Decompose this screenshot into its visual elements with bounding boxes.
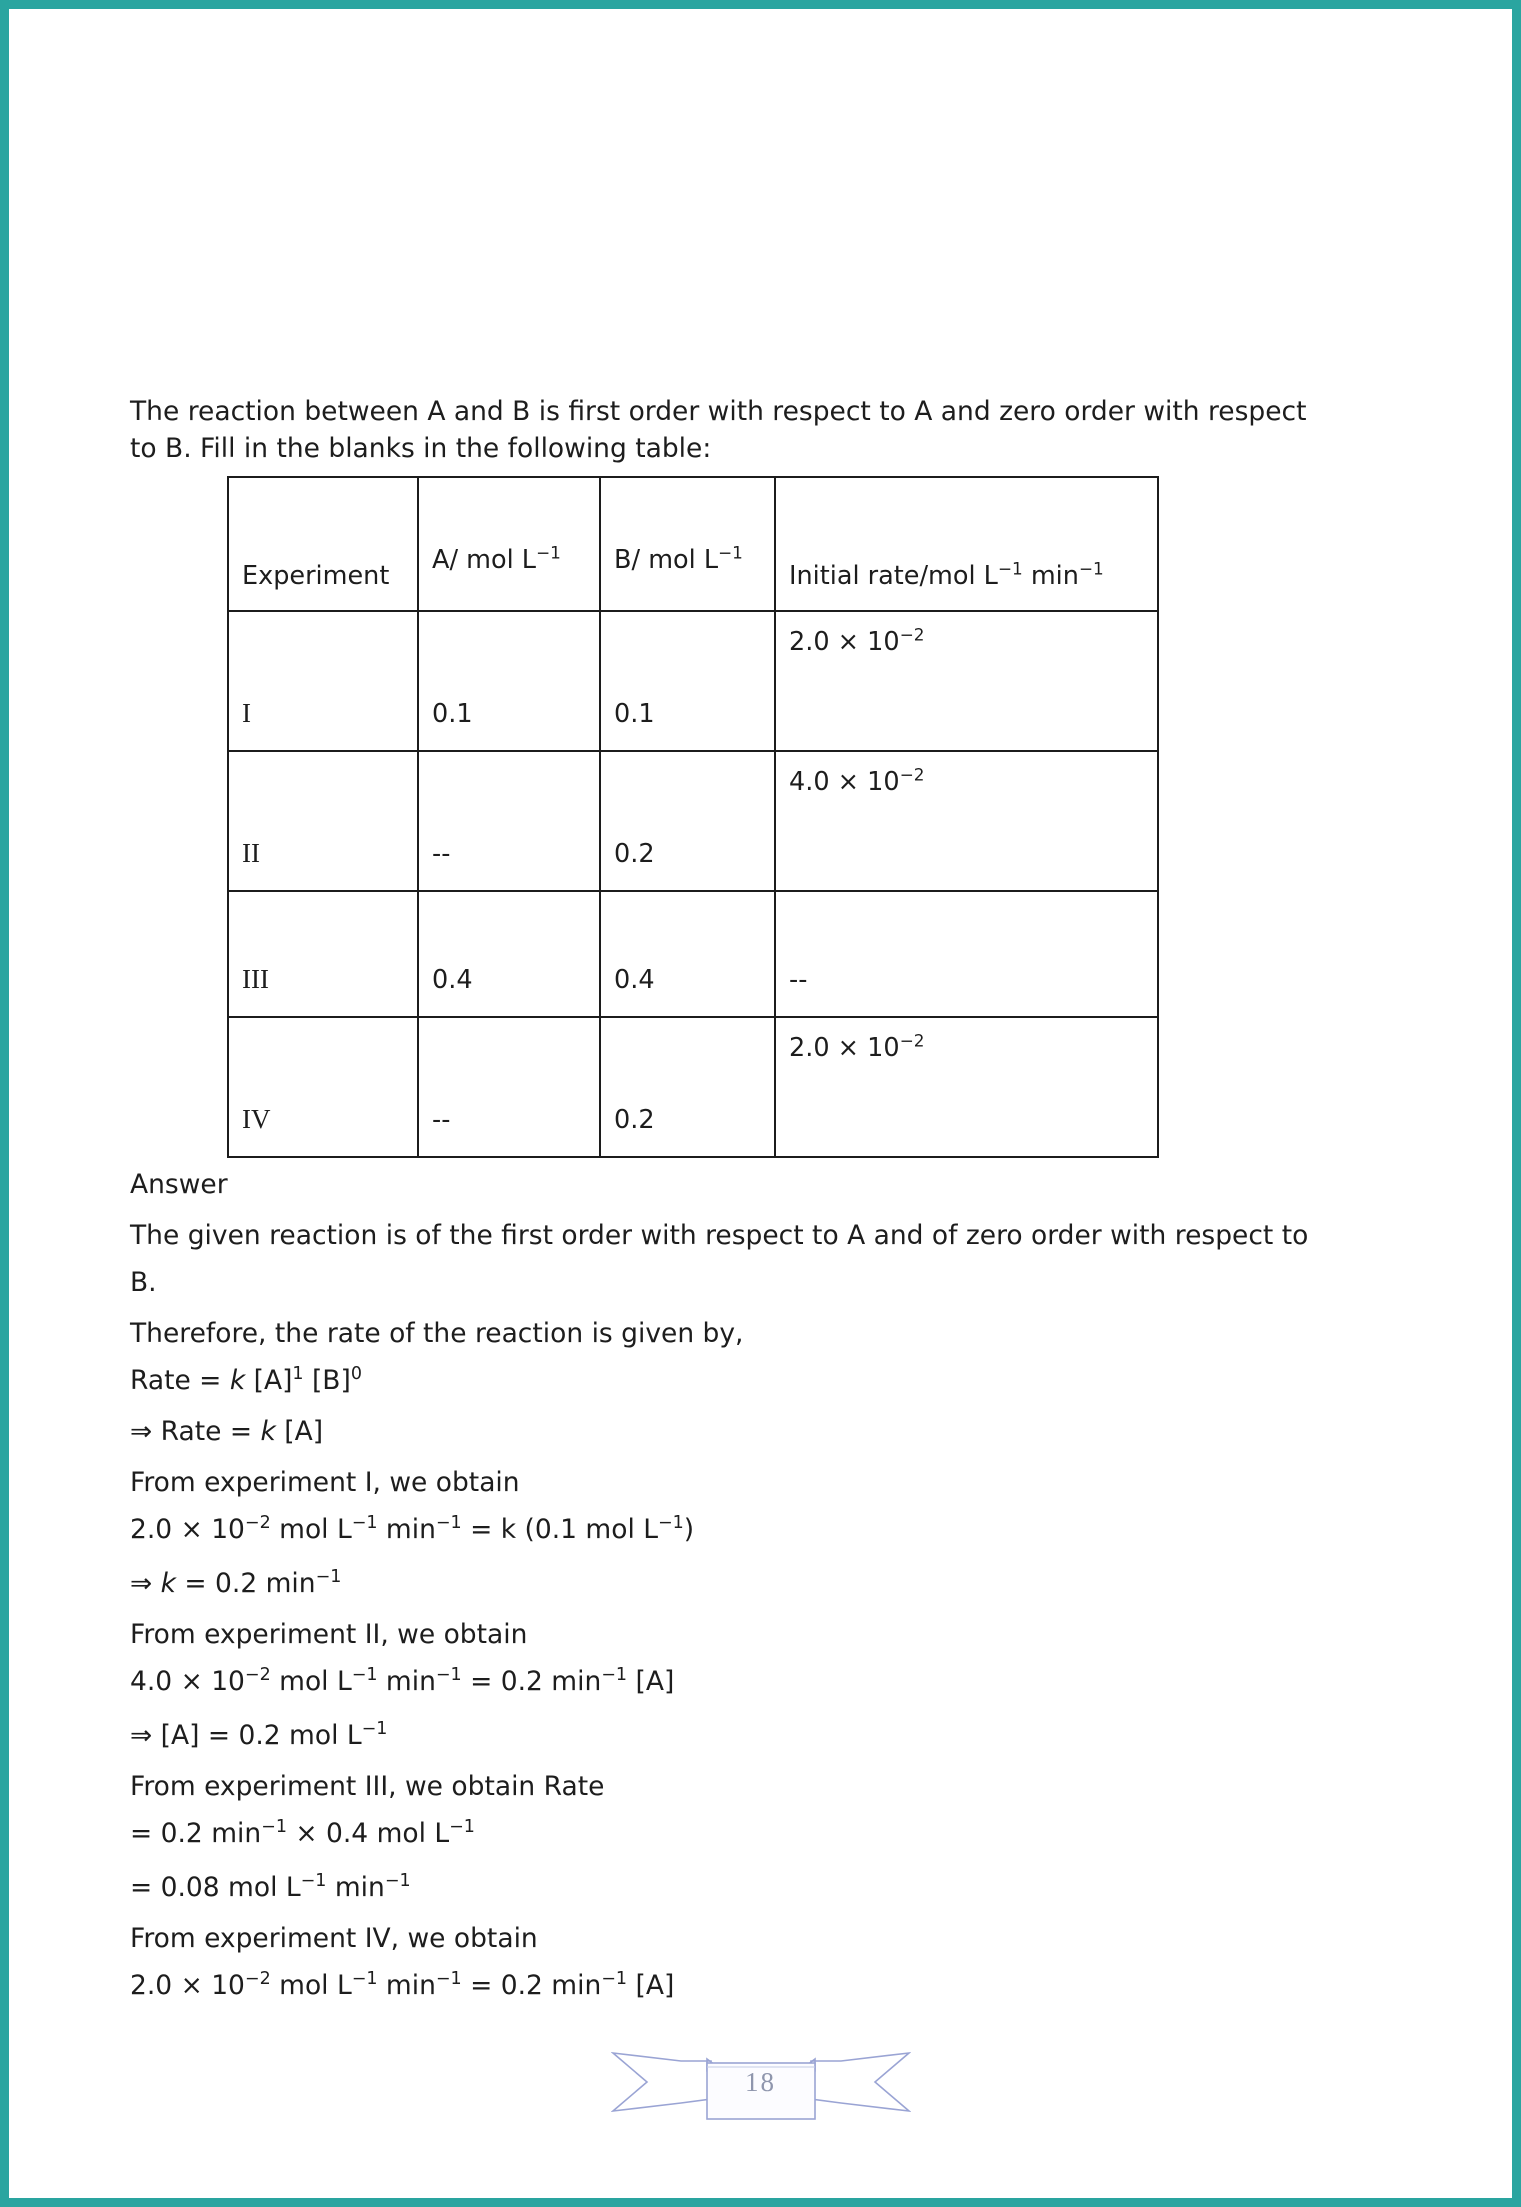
- result-part: = 0.08 mol L: [130, 1872, 301, 1903]
- cell-b-value: 0.1: [600, 611, 775, 751]
- experiment-3-equation: [130, 1815, 1410, 1852]
- cell-a-value: --: [418, 751, 600, 891]
- rate-constant-symbol: k: [260, 1416, 276, 1447]
- result-part: = 0.2 min: [176, 1568, 316, 1599]
- eq-part: [A]: [627, 1666, 675, 1697]
- rate-law-a-bracket: [A]: [245, 1365, 293, 1396]
- question-line-1: The reaction between A and B is first order with respect to A and zero order with respect: [130, 396, 1307, 427]
- eq-sup: −1: [658, 1513, 684, 1534]
- table-row: [228, 751, 1158, 891]
- rate-law-simplified-suffix: [A]: [275, 1416, 324, 1447]
- eq-part: mol L: [270, 1514, 352, 1545]
- result-part: ⇒ [A] = 0.2 mol L: [130, 1720, 362, 1751]
- table-header-row: [228, 477, 1158, 611]
- eq-sup: −1: [601, 1969, 628, 1990]
- experiment-4-equation: [130, 1967, 1410, 2004]
- result-sup: −1: [384, 1871, 411, 1892]
- rate-exponent: −2: [899, 624, 925, 645]
- table-row: [228, 1017, 1158, 1157]
- experiment-2-intro: From experiment II, we obtain: [130, 1619, 528, 1650]
- rate-law-prefix: Rate =: [130, 1365, 230, 1396]
- eq-sup: −1: [435, 1513, 462, 1534]
- page-content: [130, 393, 1410, 2004]
- rate-exponent: −2: [899, 764, 925, 785]
- eq-part: 4.0 × 10: [130, 1666, 245, 1697]
- result-sup: −1: [315, 1567, 342, 1588]
- rate-mantissa: 4.0 × 10: [789, 767, 900, 797]
- eq-part: = 0.2 min: [130, 1818, 262, 1849]
- question-paragraph: [130, 393, 1402, 467]
- rate-law-simplified: [130, 1413, 1410, 1450]
- header-rate-mid: min: [1022, 561, 1079, 591]
- table-row: [228, 611, 1158, 751]
- header-rate-exponent-1: −1: [997, 558, 1023, 579]
- rate-mantissa: 2.0 × 10: [789, 1033, 900, 1063]
- rate-constant-symbol: k: [160, 1568, 176, 1599]
- header-a-label: A/ mol L: [432, 545, 536, 575]
- header-b-exponent: −1: [718, 542, 743, 563]
- experiment-3-result: [130, 1869, 1410, 1906]
- answer-heading: Answer: [130, 1169, 228, 1200]
- answer-statement-line-1: The given reaction is of the first order with respect to A and of zero order with respect to: [130, 1220, 1309, 1251]
- eq-sup: −2: [244, 1513, 271, 1534]
- eq-part: × 0.4 mol L: [286, 1818, 450, 1849]
- result-prefix: ⇒: [130, 1568, 161, 1599]
- result-sup: −1: [361, 1719, 388, 1740]
- experiment-1-result: [130, 1565, 1410, 1602]
- cell-b-value: 0.4: [600, 891, 775, 1017]
- experiment-2-equation: [130, 1663, 1410, 1700]
- eq-part: [A]: [627, 1970, 675, 2001]
- experiment-table-wrapper: [130, 476, 1410, 1158]
- cell-experiment: [228, 751, 418, 891]
- result-part: min: [326, 1872, 385, 1903]
- eq-sup: −1: [351, 1513, 378, 1534]
- eq-sup: −1: [351, 1665, 378, 1686]
- page-number: 18: [745, 2067, 776, 2097]
- cell-experiment: [228, 891, 418, 1017]
- answer-section: [130, 1166, 1410, 2004]
- experiment-table: [227, 476, 1159, 1158]
- cell-b-value: 0.2: [600, 1017, 775, 1157]
- answer-therefore: Therefore, the rate of the reaction is given by,: [130, 1318, 744, 1349]
- question-line-2: to B. Fill in the blanks in the following table:: [130, 433, 712, 464]
- rate-mantissa: --: [789, 965, 808, 995]
- eq-part: 2.0 × 10: [130, 1514, 245, 1545]
- experiment-3-intro: From experiment III, we obtain Rate: [130, 1771, 605, 1802]
- eq-part: min: [377, 1666, 436, 1697]
- cell-a-value: 0.1: [418, 611, 600, 751]
- eq-sup: −2: [244, 1969, 271, 1990]
- eq-part: min: [377, 1970, 436, 2001]
- experiment-4-intro: From experiment IV, we obtain: [130, 1923, 538, 1954]
- eq-part: ): [683, 1514, 695, 1545]
- rate-law-simplified-prefix: ⇒ Rate =: [130, 1416, 261, 1447]
- cell-a-value: 0.4: [418, 891, 600, 1017]
- header-initial-rate: [775, 477, 1158, 611]
- eq-sup: −1: [435, 1665, 462, 1686]
- eq-part: mol L: [270, 1666, 352, 1697]
- cell-experiment: [228, 1017, 418, 1157]
- eq-part: = k (0.1 mol L: [461, 1514, 658, 1545]
- rate-exponent: −2: [899, 1030, 925, 1051]
- header-experiment: [228, 477, 418, 611]
- rate-law-b-bracket: [B]: [303, 1365, 351, 1396]
- experiment-label: II: [242, 838, 260, 868]
- eq-sup: −1: [449, 1817, 475, 1838]
- answer-statement-line-2: B.: [130, 1267, 157, 1298]
- experiment-1-intro: From experiment I, we obtain: [130, 1467, 520, 1498]
- experiment-2-result: [130, 1717, 1410, 1754]
- experiment-label: III: [242, 964, 269, 994]
- header-rate-label: Initial rate/mol L: [789, 561, 998, 591]
- eq-part: = 0.2 min: [461, 1970, 602, 2001]
- eq-part: mol L: [270, 1970, 352, 2001]
- experiment-label: I: [242, 698, 251, 728]
- eq-sup: −2: [244, 1665, 271, 1686]
- eq-part: min: [377, 1514, 436, 1545]
- rate-law-equation: [130, 1362, 1410, 1399]
- cell-rate-value: [775, 891, 1158, 1017]
- cell-a-value: --: [418, 1017, 600, 1157]
- cell-rate-value: [775, 751, 1158, 891]
- rate-law-b-exponent: 0: [350, 1364, 362, 1385]
- eq-sup: −1: [435, 1969, 462, 1990]
- header-a-exponent: −1: [535, 542, 561, 563]
- header-b-concentration: [600, 477, 775, 611]
- eq-part: 2.0 × 10: [130, 1970, 245, 2001]
- eq-sup: −1: [261, 1817, 287, 1838]
- table-row: [228, 891, 1158, 1017]
- header-a-concentration: [418, 477, 600, 611]
- result-sup: −1: [300, 1871, 327, 1892]
- rate-constant-symbol: k: [229, 1365, 246, 1396]
- header-b-label: B/ mol L: [614, 545, 719, 575]
- eq-part: = 0.2 min: [461, 1666, 602, 1697]
- experiment-label: IV: [242, 1104, 271, 1134]
- page-sheet: [9, 9, 1512, 2198]
- eq-sup: −1: [351, 1969, 378, 1990]
- rate-law-a-exponent: 1: [292, 1364, 304, 1385]
- cell-rate-value: [775, 611, 1158, 751]
- cell-b-value: 0.2: [600, 751, 775, 891]
- page-number-ribbon: [611, 2031, 911, 2127]
- rate-mantissa: 2.0 × 10: [789, 627, 900, 657]
- experiment-1-equation: [130, 1511, 1410, 1548]
- header-rate-exponent-2: −1: [1078, 558, 1104, 579]
- header-experiment-label: Experiment: [242, 561, 390, 591]
- cell-experiment: [228, 611, 418, 751]
- eq-sup: −1: [601, 1665, 628, 1686]
- cell-rate-value: [775, 1017, 1158, 1157]
